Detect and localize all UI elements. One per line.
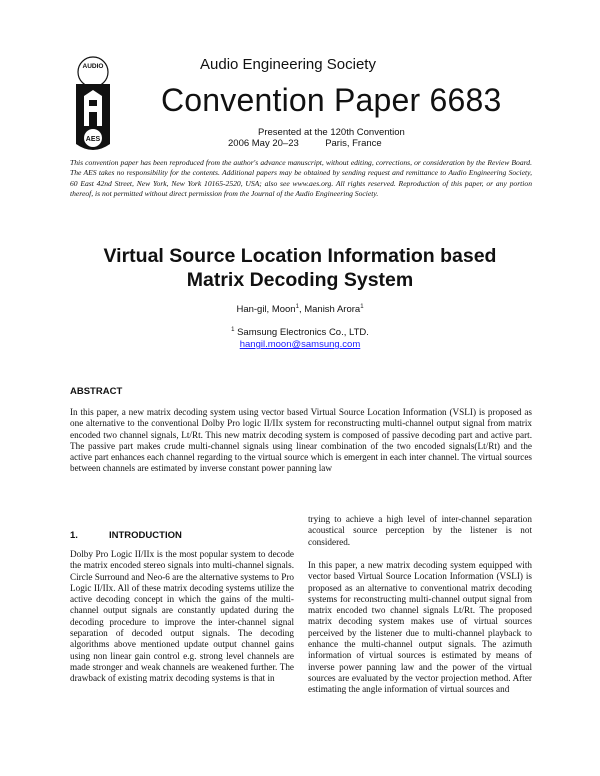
title-line-2: Matrix Decoding System bbox=[186, 269, 414, 291]
society-name: Audio Engineering Society bbox=[200, 56, 376, 73]
intro-column-2-paragraph-2: In this paper, a new matrix decoding system equipped with vector based Virtual Source Location Information (VSLI) is proposed as an alternative to conventional matrix decoding systems for reconstructing multi-channel output signal from matrix encoded two channel signals Lt/Rt. The proposed matrix decoding system makes use of virtual sources perceived by the listener due to multi-channel playback to enhance the multi-channel output signals. The azimuth information of virtual sources is estimated by means of inverse power panning law and the power of the virtual sources are evaluated by the vector projection method. After estimating the angle information of virtual sources and bbox=[308, 560, 532, 695]
affiliation bbox=[0, 327, 600, 338]
presented-at: Presented at the 120th Convention bbox=[258, 127, 405, 138]
paper-title bbox=[60, 244, 540, 292]
section-title: INTRODUCTION bbox=[109, 530, 182, 541]
abstract-heading: ABSTRACT bbox=[70, 386, 123, 397]
logo-text-audio: AUDIO bbox=[82, 63, 104, 70]
affiliation-mark: 1 bbox=[231, 326, 235, 333]
authors: Han-gil, Moon$^1$, Manish Arora$^1$ bbox=[236, 303, 364, 315]
intro-column-2-paragraph-1: trying to achieve a high level of inter-channel separation acoustical source perception by the listener is not considered. bbox=[308, 514, 532, 547]
disclaimer: This convention paper has been reproduced from the author's advance manuscript, without editing, corrections, or consideration by the Review Board. The AES takes no responsibility for the contents. Additional papers may be obtained by sending request and remittance to Audio Engineering Society, 60 East 42nd Street, New York, New York 10165-2520, USA; also see www.aes.org. All rights reserved. Reproduction of this paper, or any portion thereof, is not permitted without direct permission from the Journal of the Audio Engineering Society. bbox=[70, 158, 532, 198]
title-line-1: Virtual Source Location Information based bbox=[103, 245, 497, 267]
convention-location: Paris, France bbox=[325, 138, 382, 149]
author-2-affiliation-mark: 1 bbox=[360, 303, 364, 310]
author-1: Han-gil, Moon bbox=[236, 304, 296, 315]
date-location bbox=[228, 138, 382, 149]
affiliation-name: Samsung Electronics Co., LTD. bbox=[237, 327, 369, 338]
abstract-text: In this paper, a new matrix decoding system using vector based Virtual Source Location Information (VSLI) is proposed as one alternative to the conventional Dolby Pro logic II/IIx system for reconstructing multi-channel output signal from matrix encoded two channel signals, Lt/Rt. This new matrix decoding system is composed of passive decoding part and active part. The passive part makes crude multi-channel signals using linear combination of the two encoded signals(Lt/Rt) and the active part enhances each channel regarding to the virtual source which is emergent in each inter channel. The virtual sources between channels are estimated by inverse constant power panning law bbox=[70, 407, 532, 474]
logo-text-aes: AES bbox=[85, 136, 101, 143]
author-email-link[interactable]: hangil.moon@samsung.com bbox=[239, 339, 361, 350]
intro-column-1: Dolby Pro Logic II/IIx is the most popular system to decode the matrix encoded stereo signals into multi-channel signals. Circle Surround and Neo-6 are the alternative systems to Pro Logic II/IIx. All of these matrix decoding systems utilize the active decoding concept in which the gains of the multi-channel output signals are constantly updated during the decoding procedure to improve the inter-channel signal separation of decoded output signals. The decoding algorithms above mentioned update output channel gains using non linear gain control e.g. strong level channels are made stronger and weak channels are weakened further. The drawback of existing matrix decoding systems is that in bbox=[70, 549, 294, 684]
convention-paper-number: Convention Paper 6683 bbox=[161, 82, 502, 118]
convention-date: 2006 May 20–23 bbox=[228, 138, 299, 149]
aes-logo bbox=[70, 56, 116, 156]
section-heading-introduction bbox=[70, 530, 182, 541]
logo-top-ring bbox=[78, 57, 108, 87]
author-1-affiliation-mark: 1 bbox=[295, 303, 299, 310]
author-2: Manish Arora bbox=[304, 304, 361, 315]
section-number: 1. bbox=[70, 530, 78, 541]
